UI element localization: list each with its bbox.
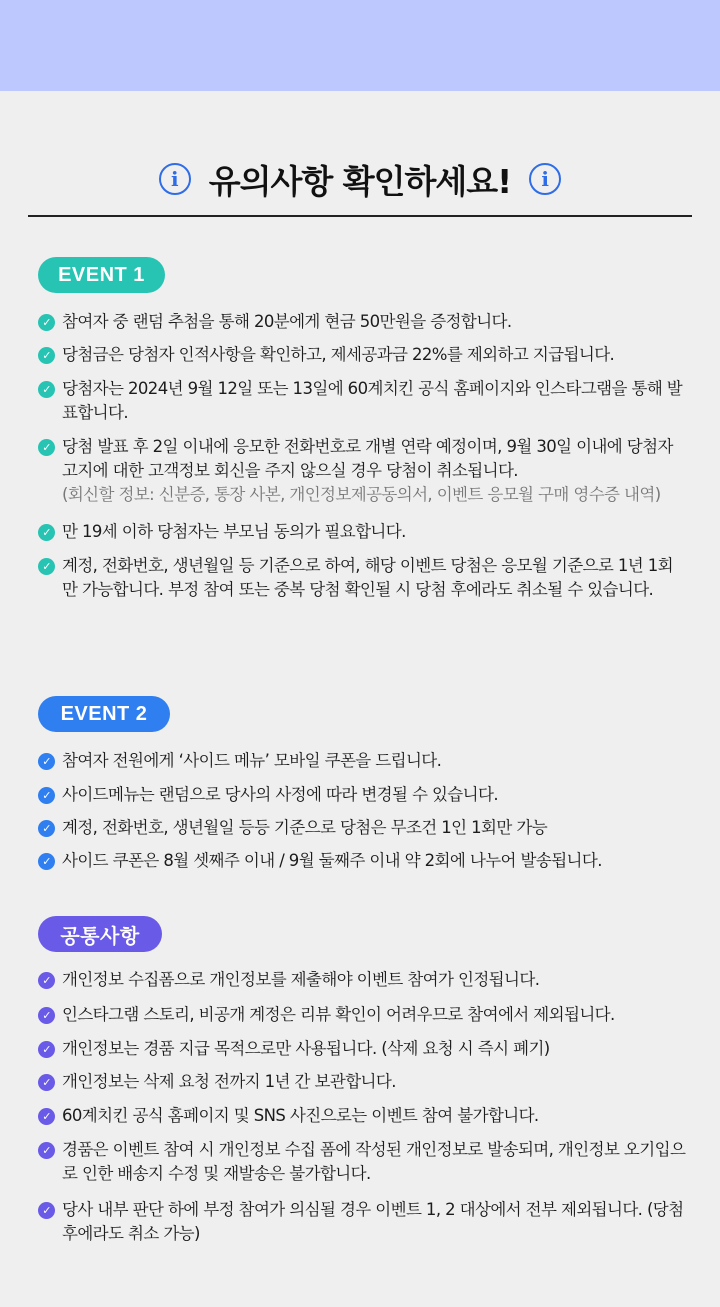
- check-icon: ✓: [38, 381, 55, 398]
- list-item: ✓ 계정, 전화번호, 생년월일 등 기준으로 하여, 해당 이벤트 당첨은 응모월 기준으로 1년 1회만 가능합니다. 부정 참여 또는 중복 당첨 확인될 시 당첨 후에라도 취소될 수 있습니다.: [38, 554, 688, 602]
- list-item: ✓ 개인정보 수집폼으로 개인정보를 제출해야 이벤트 참여가 인정됩니다.: [38, 968, 688, 992]
- check-icon: ✓: [38, 787, 55, 804]
- event1-badge: EVENT 1: [38, 257, 165, 293]
- check-icon: ✓: [38, 1041, 55, 1058]
- check-icon: ✓: [38, 753, 55, 770]
- check-icon: ✓: [38, 972, 55, 989]
- info-icon: i: [529, 163, 561, 195]
- check-icon: ✓: [38, 558, 55, 575]
- list-item: ✓ 계정, 전화번호, 생년월일 등등 기준으로 당첨은 무조건 1인 1회만 가능: [38, 816, 688, 840]
- page-title: 유의사항 확인하세요!: [208, 161, 512, 201]
- check-icon: ✓: [38, 439, 55, 456]
- top-banner: [0, 0, 720, 91]
- info-icon: i: [159, 163, 191, 195]
- list-item: ✓ 만 19세 이하 당첨자는 부모님 동의가 필요합니다.: [38, 520, 688, 544]
- list-item: ✓ 개인정보는 경품 지급 목적으로만 사용됩니다. (삭제 요청 시 즉시 폐기): [38, 1037, 688, 1061]
- list-item: ✓ 당사 내부 판단 하에 부정 참여가 의심될 경우 이벤트 1, 2 대상에서 전부 제외됩니다. (당첨 후에라도 취소 가능): [38, 1198, 688, 1246]
- check-icon: ✓: [38, 314, 55, 331]
- list-item: ✓ 60계치킨 공식 홈페이지 및 SNS 사진으로는 이벤트 참여 불가합니다.: [38, 1104, 688, 1128]
- list-item: ✓ 경품은 이벤트 참여 시 개인정보 수집 폼에 작성된 개인정보로 발송되며, 개인정보 오기입으로 인한 배송지 수정 및 재발송은 불가합니다.: [38, 1138, 688, 1186]
- list-item: ✓ 인스타그램 스토리, 비공개 계정은 리뷰 확인이 어려우므로 참여에서 제외됩니다.: [38, 1003, 688, 1027]
- check-icon: ✓: [38, 1108, 55, 1125]
- check-icon: ✓: [38, 524, 55, 541]
- list-item: ✓ 사이드메뉴는 랜덤으로 당사의 사정에 따라 변경될 수 있습니다.: [38, 783, 688, 807]
- check-icon: ✓: [38, 1142, 55, 1159]
- check-icon: ✓: [38, 347, 55, 364]
- check-icon: ✓: [38, 1007, 55, 1024]
- info-note: (회신할 정보: 신분증, 통장 사본, 개인정보제공동의서, 이벤트 응모월 구매 영수증 내역): [62, 485, 661, 504]
- list-item: ✓ 당첨금은 당첨자 인적사항을 확인하고, 제세공과금 22%를 제외하고 지급됩니다.: [38, 343, 688, 367]
- list-item: ✓ 당첨 발표 후 2일 이내에 응모한 전화번호로 개별 연락 예정이며, 9월 30일 이내에 당첨자 고지에 대한 고객정보 회신을 주지 않으실 경우 당첨이 취소됩니다. (회신할 정보: 신분증, 통장 사본, 개인정보제공동의서, 이벤트 응모월 구매 영수증 내역): [38, 435, 688, 507]
- check-icon: ✓: [38, 1074, 55, 1091]
- common-badge: 공통사항: [38, 916, 162, 952]
- list-item: ✓ 참여자 중 랜덤 추첨을 통해 20분에게 현금 50만원을 증정합니다.: [38, 310, 688, 334]
- list-item: ✓ 사이드 쿠폰은 8월 셋째주 이내 / 9월 둘째주 이내 약 2회에 나누어 발송됩니다.: [38, 849, 688, 873]
- check-icon: ✓: [38, 853, 55, 870]
- list-item: ✓ 참여자 전원에게 ‘사이드 메뉴’ 모바일 쿠폰을 드립니다.: [38, 749, 688, 773]
- event2-badge: EVENT 2: [38, 696, 170, 732]
- list-item: ✓ 당첨자는 2024년 9월 12일 또는 13일에 60계치킨 공식 홈페이지와 인스타그램을 통해 발표합니다.: [38, 377, 688, 425]
- notice-header: [0, 154, 720, 204]
- title-divider: [28, 215, 692, 217]
- check-icon: ✓: [38, 1202, 55, 1219]
- list-item: ✓ 개인정보는 삭제 요청 전까지 1년 간 보관합니다.: [38, 1070, 688, 1094]
- check-icon: ✓: [38, 820, 55, 837]
